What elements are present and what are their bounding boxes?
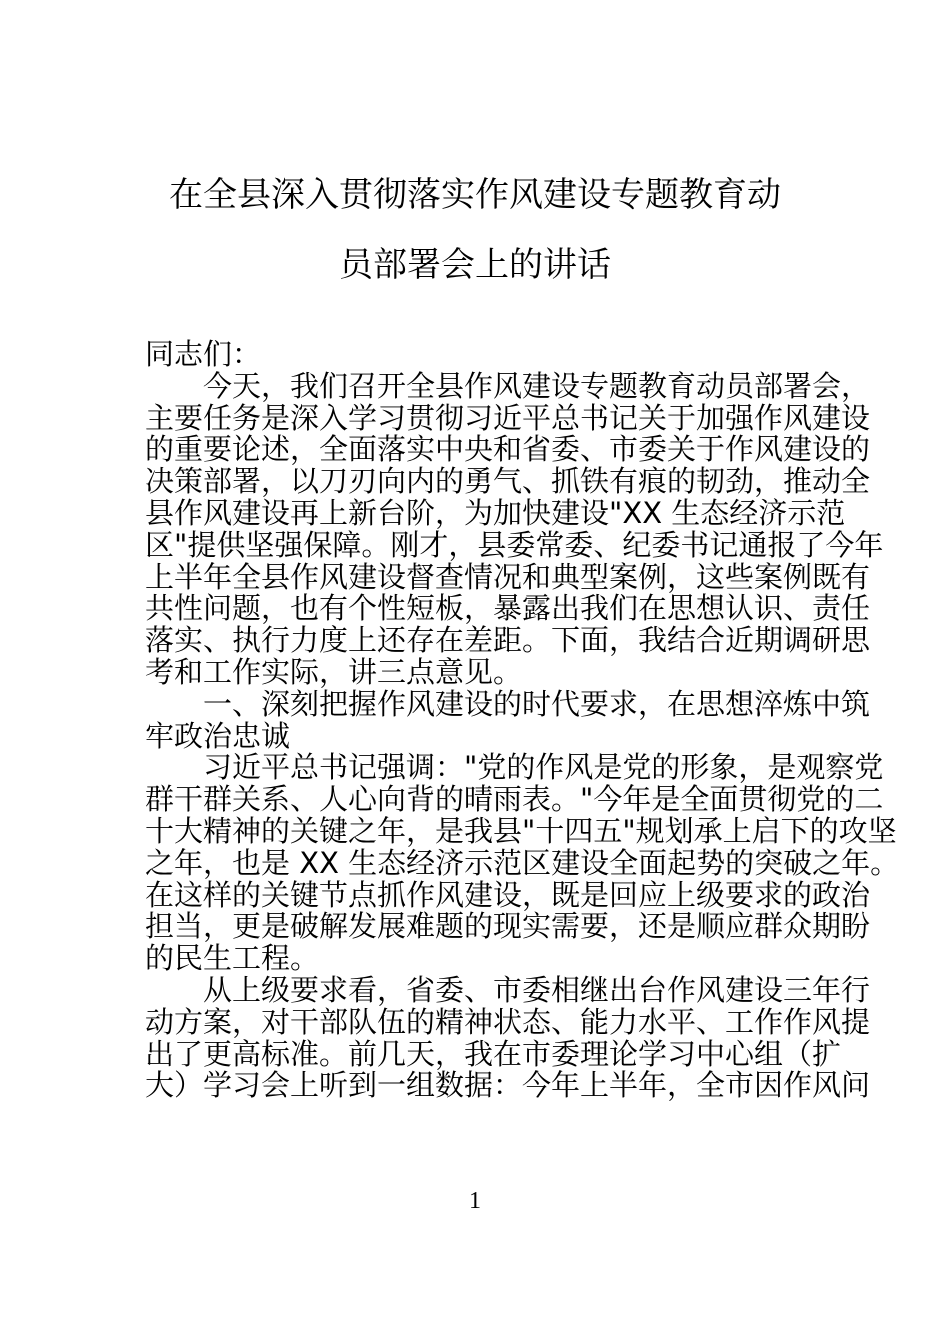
text-line: 习近平总书记强调："党的作风是党的形象，是观察党 — [203, 750, 884, 785]
text-line: 的重要论述，全面落实中央和省委、市委关于作风建设的 — [145, 432, 871, 467]
text-line: 的民生工程。 — [145, 941, 320, 976]
paragraph — [145, 750, 900, 976]
text-line: 落实、执行力度上还存在差距。下面，我结合近期调研思 — [145, 623, 871, 658]
text-line: 从上级要求看，省委、市委相继出台作风建设三年行 — [203, 972, 871, 1007]
text-line: 在这样的关键节点抓作风建设，既是回应上级要求的政治 — [145, 877, 871, 912]
text-line: 十大精神的关键之年，是我县"十四五"规划承上启下的攻坚 — [145, 813, 897, 848]
text-line: 大）学习会上听到一组数据：今年上半年，全市因作风问 — [145, 1068, 871, 1103]
text-line: 担当，更是破解发展难题的现实需要，还是顺应群众期盼 — [145, 909, 871, 944]
text-line: 上半年全县作风建设督查情况和典型案例，这些案例既有 — [145, 559, 871, 594]
paragraph — [145, 339, 807, 371]
text-line: 主要任务是深入学习贯彻习近平总书记关于加强作风建设 — [145, 400, 871, 435]
text-line: 群干群关系、人心向背的晴雨表。"今年是全面贯彻党的二 — [145, 782, 884, 817]
title-line: 员部署会上的讲话 — [339, 245, 611, 285]
document-body — [145, 337, 900, 1103]
text-line: 决策部署，以刀刃向内的勇气、抓铁有痕的韧劲，推动全 — [145, 464, 871, 499]
text-line: 牢政治忠诚 — [145, 718, 291, 753]
text-line: 县作风建设再上新台阶，为加快建设"XX 生态经济示范 — [145, 495, 846, 530]
paragraph — [145, 686, 871, 753]
paragraph — [145, 972, 871, 1103]
text-line: 今天，我们召开全县作风建设专题教育动员部署会， — [203, 368, 871, 403]
text-line: 动方案，对干部队伍的精神状态、能力水平、工作作风提 — [145, 1004, 871, 1039]
text-line: 共性问题，也有个性短板，暴露出我们在思想认识、责任 — [145, 591, 871, 626]
text-line: 区"提供坚强保障。刚才，县委常委、纪委书记通报了今年 — [145, 527, 884, 562]
text-line: 之年，也是 XX 生态经济示范区建设全面起势的突破之年。 — [145, 845, 900, 880]
text-line: 考和工作实际，讲三点意见。 — [145, 654, 523, 689]
paragraph — [145, 368, 884, 689]
title-line: 在全县深入贯彻落实作风建设专题教育动 — [169, 175, 781, 215]
page-number: 1 — [469, 1188, 481, 1214]
text-line: 出了更高标准。前几天，我在市委理论学习中心组（扩 — [145, 1036, 842, 1071]
text-line: 一、深刻把握作风建设的时代要求，在思想淬炼中筑 — [203, 686, 871, 721]
text-line: 同志们： — [145, 337, 262, 371]
document-title — [140, 160, 810, 300]
